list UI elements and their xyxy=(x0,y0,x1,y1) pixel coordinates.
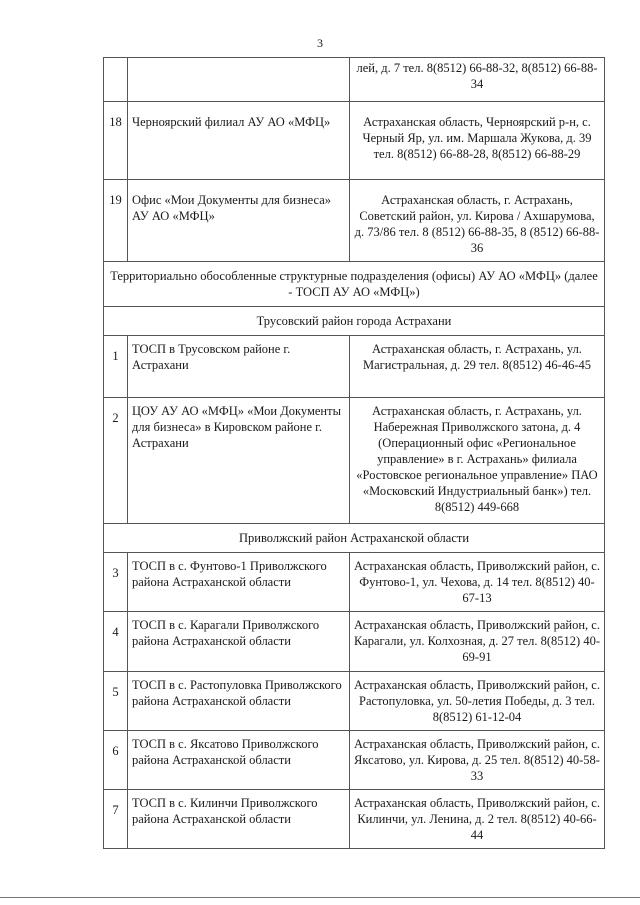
office-address: Астраханская область, Приволжский район, с. Яксатово, ул. Кирова, д. 25 тел. 8(8512) 40-58-33 xyxy=(350,731,605,790)
office-address: лей, д. 7 тел. 8(8512) 66-88-32, 8(8512) 66-88-34 xyxy=(350,58,605,102)
office-name: ЦОУ АУ АО «МФЦ» «Мои Документы для бизнеса» в Кировском районе г. Астрахани xyxy=(128,398,350,524)
row-number xyxy=(104,58,128,102)
office-address: Астраханская область, Приволжский район, с. Фунтово-1, ул. Чехова, д. 14 тел. 8(8512) 40-67-13 xyxy=(350,553,605,612)
office-name: ТОСП в с. Растопуловка Приволжского района Астраханской области xyxy=(128,672,350,731)
office-name: ТОСП в с. Яксатово Приволжского района Астраханской области xyxy=(128,731,350,790)
section-header-row xyxy=(104,524,605,553)
row-number: 19 xyxy=(104,180,128,262)
row-number: 4 xyxy=(104,612,128,672)
table-row xyxy=(104,336,605,398)
office-address: Астраханская область, Приволжский район, с. Растопуловка, ул. 50-летия Победы, д. 3 тел. 8(8512) 61-12-04 xyxy=(350,672,605,731)
bottom-rule xyxy=(0,897,640,898)
table-row xyxy=(104,58,605,102)
office-address: Астраханская область, г. Астрахань, Советский район, ул. Кирова / Ахшарумова, д. 73/86 тел. 8 (8512) 66-88-35, 8 (8512) 66-88-36 xyxy=(350,180,605,262)
row-number: 1 xyxy=(104,336,128,398)
section-header-row xyxy=(104,307,605,336)
row-number: 6 xyxy=(104,731,128,790)
table-row xyxy=(104,553,605,612)
section-privolzhsky-heading: Приволжский район Астраханской области xyxy=(104,524,605,553)
table-row xyxy=(104,790,605,849)
office-name xyxy=(128,58,350,102)
office-address: Астраханская область, Приволжский район, с. Килинчи, ул. Ленина, д. 2 тел. 8(8512) 40-66-44 xyxy=(350,790,605,849)
table-row xyxy=(104,612,605,672)
table-row xyxy=(104,672,605,731)
row-number: 18 xyxy=(104,102,128,180)
table-row xyxy=(104,180,605,262)
row-number: 5 xyxy=(104,672,128,731)
row-number: 7 xyxy=(104,790,128,849)
table-row xyxy=(104,731,605,790)
section-trusovsky-heading: Трусовский район города Астрахани xyxy=(104,307,605,336)
row-number: 3 xyxy=(104,553,128,612)
row-number: 2 xyxy=(104,398,128,524)
office-name: ТОСП в Трусовском районе г. Астрахани xyxy=(128,336,350,398)
office-name: ТОСП в с. Килинчи Приволжского района Астраханской области xyxy=(128,790,350,849)
table-row xyxy=(104,398,605,524)
office-address: Астраханская область, Приволжский район, с. Карагали, ул. Колхозная, д. 27 тел. 8(8512) 40-69-91 xyxy=(350,612,605,672)
table-row xyxy=(104,102,605,180)
office-address: Астраханская область, г. Астрахань, ул. Набережная Приволжского затона, д. 4 (Операционный офис «Региональное управление» в г. Астрахань» филиала «Ростовское региональное управление» ПАО «Московский Индустриальный банк») тел. 8(8512) 449-668 xyxy=(350,398,605,524)
office-name: ТОСП в с. Фунтово-1 Приволжского района Астраханской области xyxy=(128,553,350,612)
section-tosp-heading: Территориально обособленные структурные подразделения (офисы) АУ АО «МФЦ» (далее - ТОСП АУ АО «МФЦ») xyxy=(104,262,605,307)
page-number: 3 xyxy=(317,36,323,50)
offices-table xyxy=(103,57,605,849)
office-name: Черноярский филиал АУ АО «МФЦ» xyxy=(128,102,350,180)
office-address: Астраханская область, Черноярский р-н, с. Черный Яр, ул. им. Маршала Жукова, д. 39 тел. 8(8512) 66-88-28, 8(8512) 66-88-29 xyxy=(350,102,605,180)
office-name: ТОСП в с. Карагали Приволжского района Астраханской области xyxy=(128,612,350,672)
office-address: Астраханская область, г. Астрахань, ул. Магистральная, д. 29 тел. 8(8512) 46-46-45 xyxy=(350,336,605,398)
section-header-row xyxy=(104,262,605,307)
office-name: Офис «Мои Документы для бизнеса» АУ АО «МФЦ» xyxy=(128,180,350,262)
